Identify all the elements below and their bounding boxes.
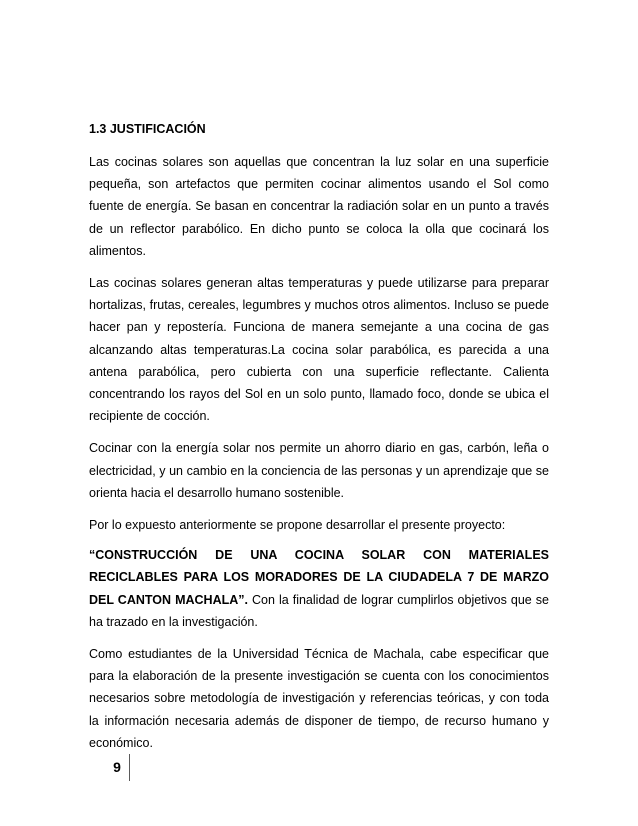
paragraph-project-title bbox=[89, 544, 549, 633]
section-heading: 1.3 JUSTIFICACIÓN bbox=[89, 122, 206, 136]
paragraph-energy-savings: Cocinar con la energía solar nos permite un ahorro diario en gas, carbón, leña o electricidad, y un cambio en la conciencia de las personas y un aprendizaje que se orienta hacia el desarrollo humano sostenible. bbox=[89, 441, 549, 500]
project-title: “CONSTRUCCIÓN DE UNA COCINA SOLAR CON MATERIALES RECICLABLES PARA LOS MORADORES DE LA CIUDADELA 7 DE MARZO DEL CANTON MACHALA”. bbox=[89, 548, 549, 607]
project-title-continuation: Con la finalidad de lograr cumplirlos objetivos que se ha trazado en la investigación. bbox=[89, 592, 549, 629]
paragraph-solar-cookers-definition: Las cocinas solares son aquellas que concentran la luz solar en una superficie pequeña, son artefactos que permiten cocinar alimentos usando el Sol como fuente de energía. Se basan en concentrar la radiación solar en un punto a través de un reflector parabólico. En dicho punto se coloca la olla que cocinará los alimentos. bbox=[89, 155, 549, 258]
page-number: 9 bbox=[113, 759, 121, 775]
page-number-divider bbox=[129, 754, 130, 781]
paragraph-proposal-intro: Por lo expuesto anteriormente se propone desarrollar el presente proyecto: bbox=[89, 518, 506, 533]
paragraph-students-resources: Como estudiantes de la Universidad Técnica de Machala, cabe especificar que para la elaboración de la presente investigación se cuenta con los conocimientos necesarios sobre metodología de investigación y referencias teóricas, y con toda la información necesaria además de disponer de tiempo, de recurso humano y económico. bbox=[89, 647, 549, 750]
page-content bbox=[89, 118, 549, 764]
paragraph-solar-cookers-uses: Las cocinas solares generan altas temperaturas y puede utilizarse para preparar hortalizas, frutas, cereales, legumbres y muchos otros alimentos. Incluso se puede hacer pan y repostería. Funciona de manera semejante a una cocina de gas alcanzando altas temperaturas.La cocina solar parabólica, es parecida a una antena parabólica, pero cubierta con una superficie reflectante. Calienta concentrando los rayos del Sol en un solo punto, llamado foco, donde se ubica el recipiente de cocción. bbox=[89, 276, 549, 424]
